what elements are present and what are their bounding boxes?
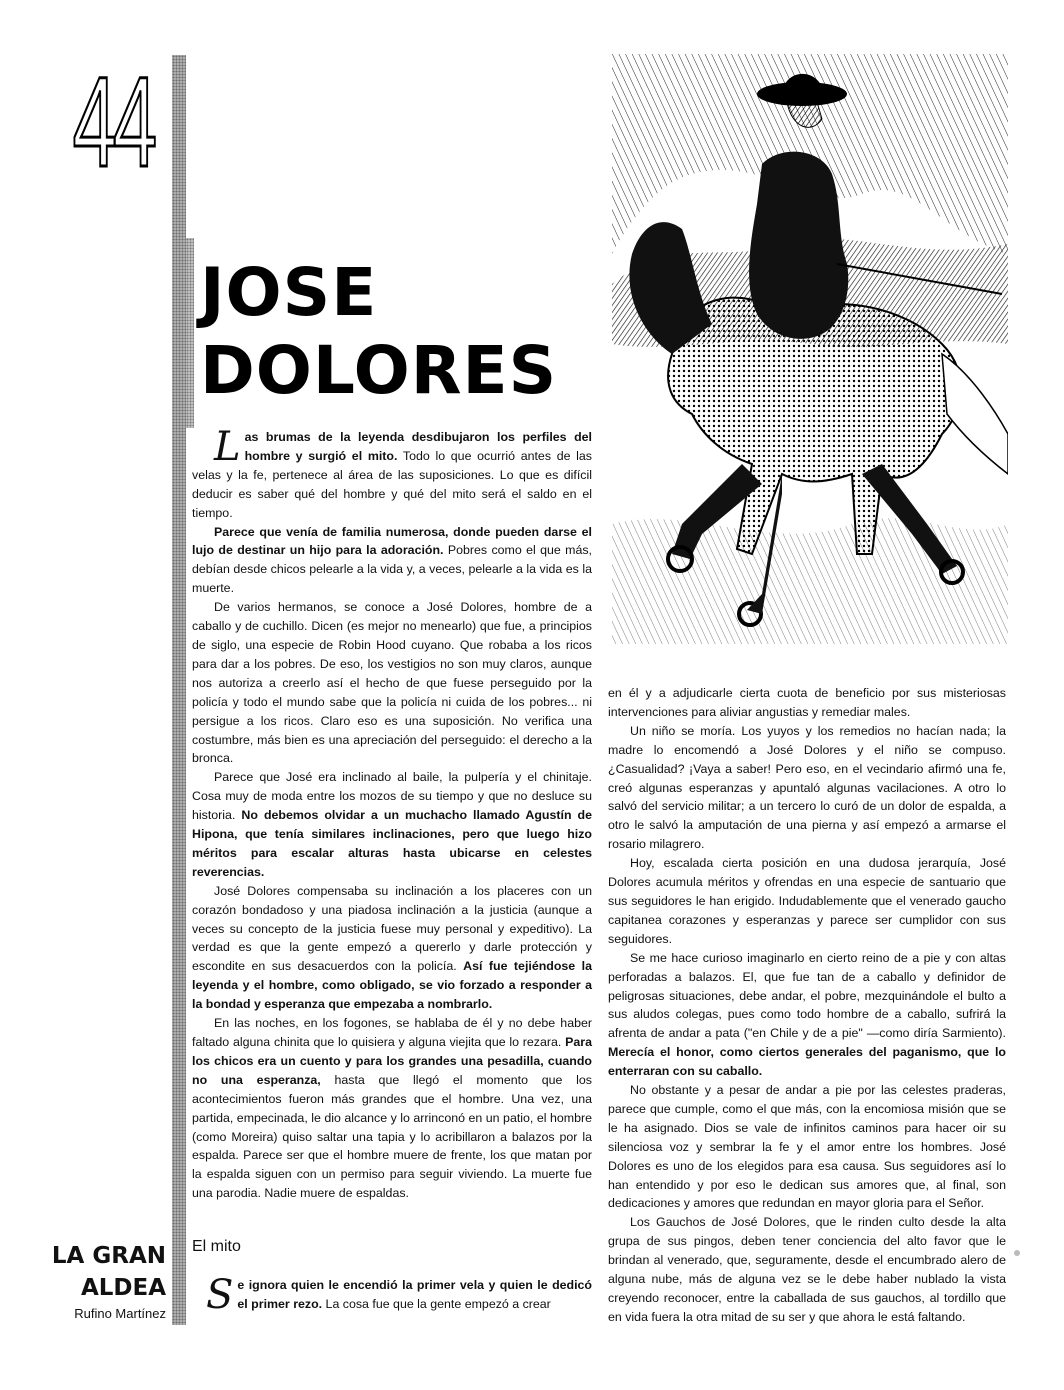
rp4-a: Se me hace curioso imaginarlo en cierto reino de a pie y con altas perforadas a balazos. El, que fue tan de a caballo y definidor de peligrosas situaciones, debe andar, el pobre, mezquinándole el bulto a sus aludos colegas, pues como todo hombre de a caballo, sufrirá la afrenta de andar a pata ("en Chile y de a pie" —como diría Sarmiento). — [608, 950, 1006, 1041]
brand-line-2: ALDEA — [80, 1275, 166, 1301]
mito-rest: La cosa fue que la gente empezó a crear — [322, 1296, 551, 1311]
paragraph-3: De varios hermanos, se conoce a José Dolores, hombre de a caballo y de cuchillo. Dicen (es mejor no menearlo) que fue, a principios de siglo, una especie de Robin Hood cuyano. Que robaba a los ricos para dar a los pobres. De eso, los vestigios no son muy claros, aunque nos autoriza a creerlo así el hecho de que fuese perseguido por la policía y todo el mundo sabe que la policía ni cuida de los pobres... ni persigue a los ricos. Claro eso es una suposición. No verifica una costumbre, más bien es una apreciación del perseguido: el derecho a la bronca. — [192, 600, 592, 766]
p1-bold: as brumas de la leyenda desdibujaron los perfiles del hombre y surgió el mito. — [244, 430, 592, 463]
brand-line-1: LA GRAN — [51, 1243, 166, 1269]
author-name: Rufino Martínez — [74, 1306, 166, 1321]
paragraph-2 — [192, 523, 592, 599]
p1-rest: Todo lo que ocurrió antes de las velas y la fe, pertenece al área de las suposiciones. Lo que es difícil deducir es saber qué del hombre y qué del mito será el saldo en el tiempo. — [192, 448, 593, 520]
paragraph-4 — [192, 768, 592, 881]
rp4-bold: Merecía el honor, como ciertos generales del paganismo, que lo enterraran con su caballo. — [608, 1045, 1006, 1079]
mito-paragraph — [192, 1272, 592, 1318]
dotted-divider-bar — [172, 55, 186, 1325]
p4-bold: No debemos olvidar a un muchacho llamado Agustín de Hipona, que tenía similares inclinaciones, pero que luego hizo méritos para escalar alturas hasta ubicarse en celestes reverencias. — [192, 808, 592, 879]
p2-rest: Pobres como el que más, debían desde chicos pelearle a la vida y, a veces, pelearle a la vida es la muerte. — [192, 543, 592, 596]
article-title — [200, 254, 600, 410]
p6-b: hasta que llegó el momento que los acontecimientos fueron más grandes que el hombre. Una vez, una partida, empecinada, le dio alcance y lo arrinconó en un patio, el hombre (como Moreira) quiso saltar una tapia y lo acribillaron a balazos por la espalda. Parece ser que el hombre muere de frente, los que matan por la espalda siguen con un permiso para seguir viviendo. La muerte fue una parodia. Nadie muere de espaldas. — [192, 1072, 592, 1201]
title-line-2: DOLORES — [200, 332, 558, 409]
margin-mark — [1014, 1250, 1020, 1256]
p6-bold: Para los chicos era un cuento y para los grandes una pesadilla, cuando no una esperanza, — [192, 1035, 592, 1087]
dropcap-l: L — [214, 424, 241, 470]
dotted-title-bar — [186, 238, 194, 428]
paragraph-5 — [192, 882, 592, 1014]
dropcap-s: S — [206, 1272, 234, 1318]
right-paragraph-4 — [608, 949, 1006, 1081]
right-paragraph-5: No obstante y a pesar de andar a pie por las celestes praderas, parece que cumple, como el que más, con la encomiosa misión que se le ha asignado. Dios se vale de infinitos caminos para hacer oir su silenciosa voz y sembrar la fe y el amor entre los hombres. José Dolores es uno de los elegidos para esa causa. Sus seguidores así lo han entendido y por eso le dedican sus amores que, al final, son dedicaciones y amores que redundan en mayor gloria para el Señor. — [608, 1083, 1006, 1211]
paragraph-1 — [192, 424, 593, 523]
left-column — [192, 424, 593, 1203]
right-paragraph-3: Hoy, escalada cierta posición en una dudosa jerarquía, José Dolores acumula méritos y ofrendas en una especie de santuario que sus seguidores le han erigido. Indudablemente que el venerado gaucho capitanea corazones y esperanzas y parece ser cumplidor con sus seguidores. — [608, 856, 1006, 946]
right-paragraph-1: en él y a adjudicarle cierta cuota de beneficio por sus misteriosas intervenciones para aliviar angustias y remediar males. — [608, 686, 1006, 719]
p5-bold: Así fue tejiéndose la leyenda y el hombre, como obligado, se vio forzado a responder a la bondad y esperanza que empezaba a nombrarlo. — [192, 959, 592, 1012]
gaucho-horse-illustration — [612, 54, 1008, 644]
p6-a: En las noches, en los fogones, se hablaba de él y no debe haber faltado alguna chinita que lo quisiera y alguna viejita que lo rezara. — [192, 1016, 592, 1049]
section-heading: El mito — [192, 1238, 241, 1255]
right-paragraph-2: Un niño se moría. Los yuyos y los remedios no hacían nada; la madre lo encomendó a José Dolores y el niño se compuso. ¿Casualidad? ¡Vaya a saber! Pero eso, en el vecindario afirmó una fe, creó algunas esperanzas y apuntaló algunas vacilaciones. A otro lo salvó del servicio militar; a un tercero lo curó de un dolor de espalda, a otro le salvó la amputación de una pierna y así empezó a armarse el rosario milagrero. — [608, 723, 1006, 852]
title-line-1: JOSE — [200, 254, 378, 331]
right-paragraph-6: Los Gauchos de José Dolores, que le rinden culto desde la alta grupa de sus pingos, deben tener conciencia del alto favor que le brindan al venerado, que, seguramente, desde el encumbrado alero de alguna nube, más de alguna vez se le debe haber nublado la vista creyendo reconocer, entre la caballada de sus gauchos, al tordillo que en vida fuera la otra mitad de su ser y que ahora le está faltando. — [608, 1215, 1006, 1324]
p4-rest: Parece que José era inclinado al baile, la pulpería y el chinitaje. Cosa muy de moda entre los mozos de su tiempo y que no desluce su historia. — [192, 770, 592, 823]
right-column — [608, 684, 1006, 1327]
publication-brand — [26, 1240, 166, 1304]
p2-bold: Parece que venía de familia numerosa, donde pueden darse el lujo de destinar un hijo para la adoración. — [192, 524, 592, 558]
bottom-column — [192, 1272, 592, 1318]
page-number: 44 — [72, 51, 154, 194]
p5-rest: José Dolores compensaba su inclinación a los placeres con un corazón bondadoso y una piadosa inclinación a la justicia (aunque a veces su concepto de la justicia fuese muy personal y expeditivo). La verdad es que la gente empezó a quererlo y darle protección y escondite en sus desacuerdos con la policía. — [192, 883, 592, 974]
mito-bold: e ignora quien le encendió la primer vela y quien le dedicó el primer rezo. — [237, 1278, 592, 1311]
paragraph-6 — [192, 1014, 592, 1203]
